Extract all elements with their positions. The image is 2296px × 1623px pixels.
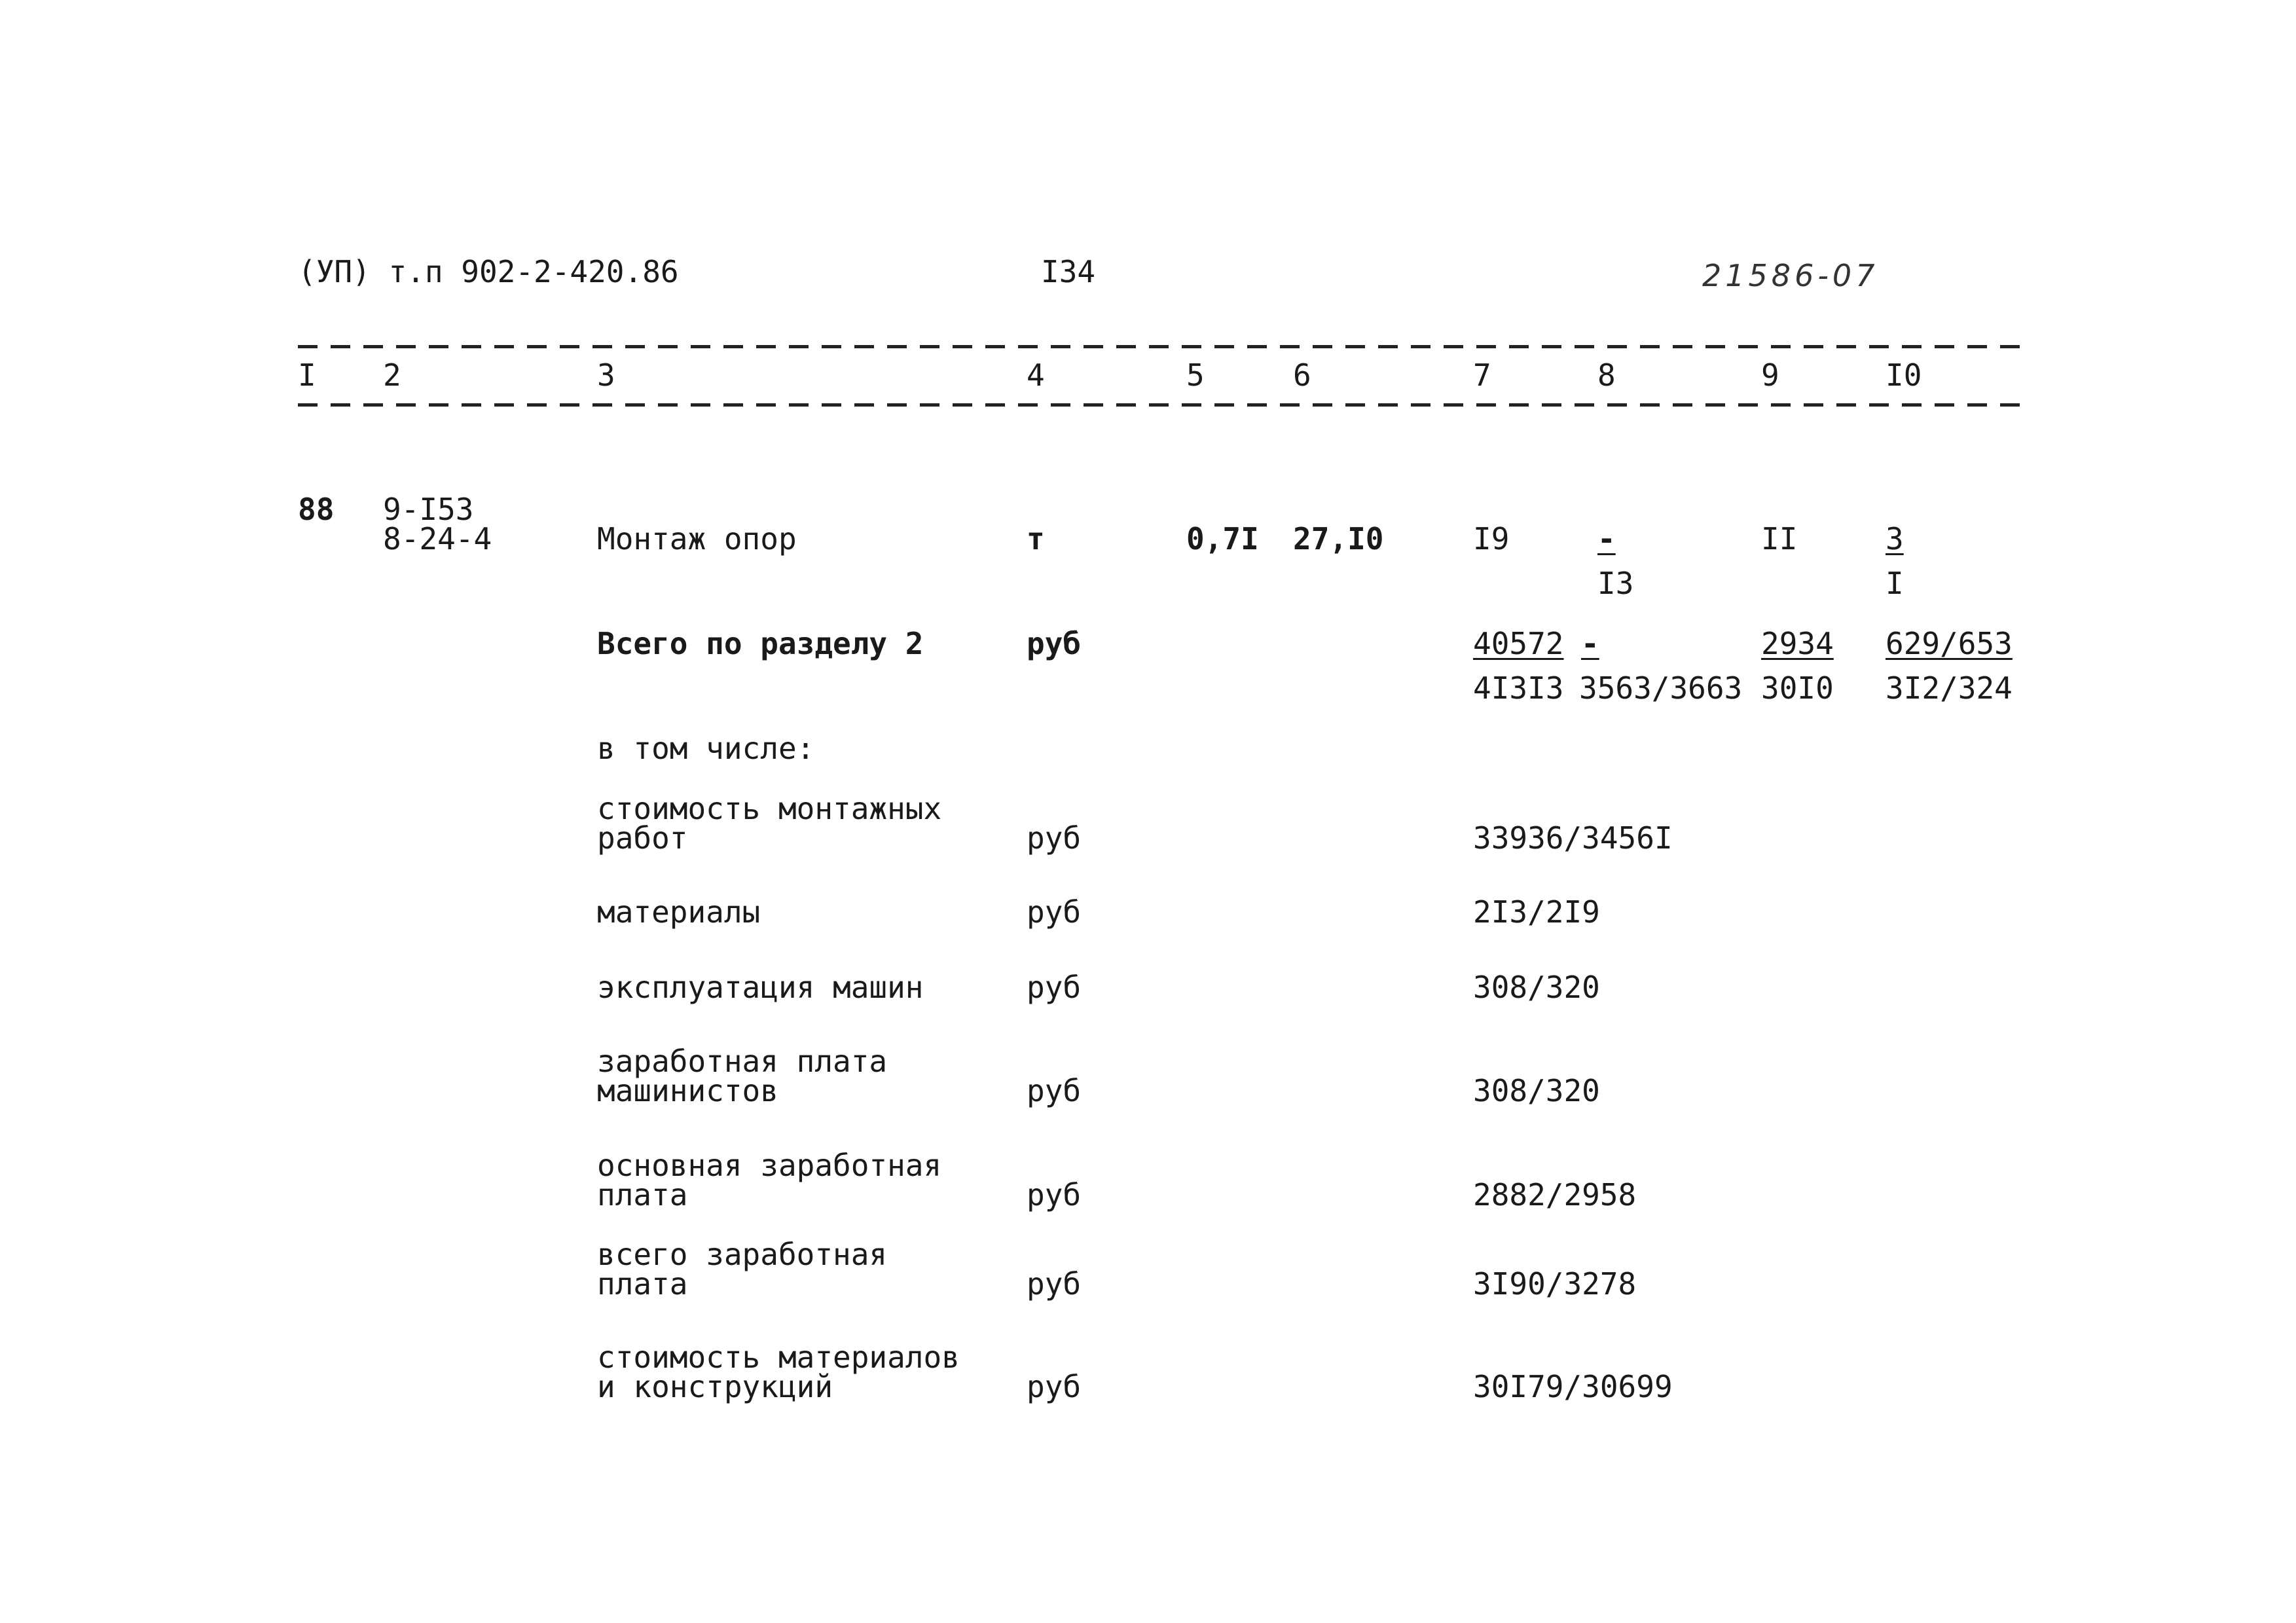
item-col9: II	[1761, 521, 1798, 556]
item-name: Монтаж опор	[597, 521, 797, 556]
section-total-col7-top: 40572	[1473, 626, 1564, 661]
breakdown-unit: руб	[1027, 970, 1082, 1005]
item-col8-bottom: I3	[1597, 566, 1634, 601]
breakdown-label-line1: стоимость материалов	[597, 1340, 960, 1375]
section-total-label: Всего по разделу 2	[597, 626, 924, 661]
section-total-col10-top: 629/653	[1886, 626, 2013, 661]
breakdown-unit: руб	[1027, 1177, 1082, 1213]
breakdown-value: 30I79/30699	[1473, 1369, 1673, 1404]
breakdown-unit: руб	[1027, 1266, 1082, 1302]
breakdown-unit: руб	[1027, 894, 1082, 930]
breakdown-label-line2: плата	[597, 1177, 688, 1213]
archive-number: 21586-07	[1702, 258, 1879, 293]
header-bottom-rule	[298, 403, 2032, 407]
item-unit: т	[1027, 521, 1045, 556]
item-col7: I9	[1473, 521, 1510, 556]
col-header-3: 3	[597, 357, 615, 393]
item-code-2: 8-24-4	[383, 521, 492, 556]
col-header-5: 5	[1186, 357, 1205, 393]
breakdown-label-line1: эксплуатация машин	[597, 970, 924, 1005]
breakdown-value: 308/320	[1473, 1073, 1600, 1108]
section-total-col7-bottom: 4I3I3	[1473, 670, 1564, 706]
document-code: (УП) т.п 902-2-420.86	[298, 254, 679, 289]
breakdown-unit: руб	[1027, 1073, 1082, 1108]
item-number: 88	[298, 492, 335, 527]
section-total-col10-bottom: 3I2/324	[1886, 670, 2013, 706]
item-code-1: 9-I53	[383, 492, 474, 527]
col-header-9: 9	[1761, 357, 1779, 393]
breakdown-label-line2: и конструкций	[597, 1369, 833, 1404]
section-total-unit: руб	[1027, 626, 1082, 661]
section-total-col9-top: 2934	[1761, 626, 1834, 661]
section-total-col9-bottom: 30I0	[1761, 670, 1834, 706]
breakdown-label-line1: основная заработная	[597, 1148, 942, 1183]
breakdown-value: 2882/2958	[1473, 1177, 1637, 1213]
col-header-2: 2	[383, 357, 401, 393]
col-header-4: 4	[1027, 357, 1045, 393]
breakdown-unit: руб	[1027, 1369, 1082, 1404]
item-quantity: 0,7I	[1186, 521, 1259, 556]
breakdown-value: 3I90/3278	[1473, 1266, 1637, 1302]
col-header-8: 8	[1597, 357, 1616, 393]
breakdown-label-line2: плата	[597, 1266, 688, 1302]
item-col8-top: -	[1597, 521, 1616, 556]
header-top-rule	[298, 345, 2032, 348]
breakdown-unit: руб	[1027, 820, 1082, 856]
breakdown-value: 33936/3456I	[1473, 820, 1673, 856]
section-total-col8-top: -	[1581, 626, 1599, 661]
item-col10-bottom: I	[1886, 566, 1904, 601]
page-number: I34	[1041, 254, 1096, 289]
section-total-col8-bottom: 3563/3663	[1579, 670, 1743, 706]
item-unit-price: 27,I0	[1293, 521, 1384, 556]
col-header-1: I	[298, 357, 316, 393]
breakdown-label-line2: машинистов	[597, 1073, 778, 1108]
col-header-7: 7	[1473, 357, 1491, 393]
breakdown-value: 308/320	[1473, 970, 1600, 1005]
breakdown-label-line2: работ	[597, 820, 688, 856]
breakdown-label-line1: всего заработная	[597, 1237, 888, 1272]
breakdown-label-line1: заработная плата	[597, 1044, 888, 1079]
col-header-10: I0	[1886, 357, 1922, 393]
breakdown-label-line1: стоимость монтажных	[597, 791, 942, 826]
col-header-6: 6	[1293, 357, 1311, 393]
breakdown-label-line1: материалы	[597, 894, 761, 930]
item-col10-top: 3	[1886, 521, 1904, 556]
breakdown-value: 2I3/2I9	[1473, 894, 1600, 930]
including-label: в том числе:	[597, 731, 815, 766]
